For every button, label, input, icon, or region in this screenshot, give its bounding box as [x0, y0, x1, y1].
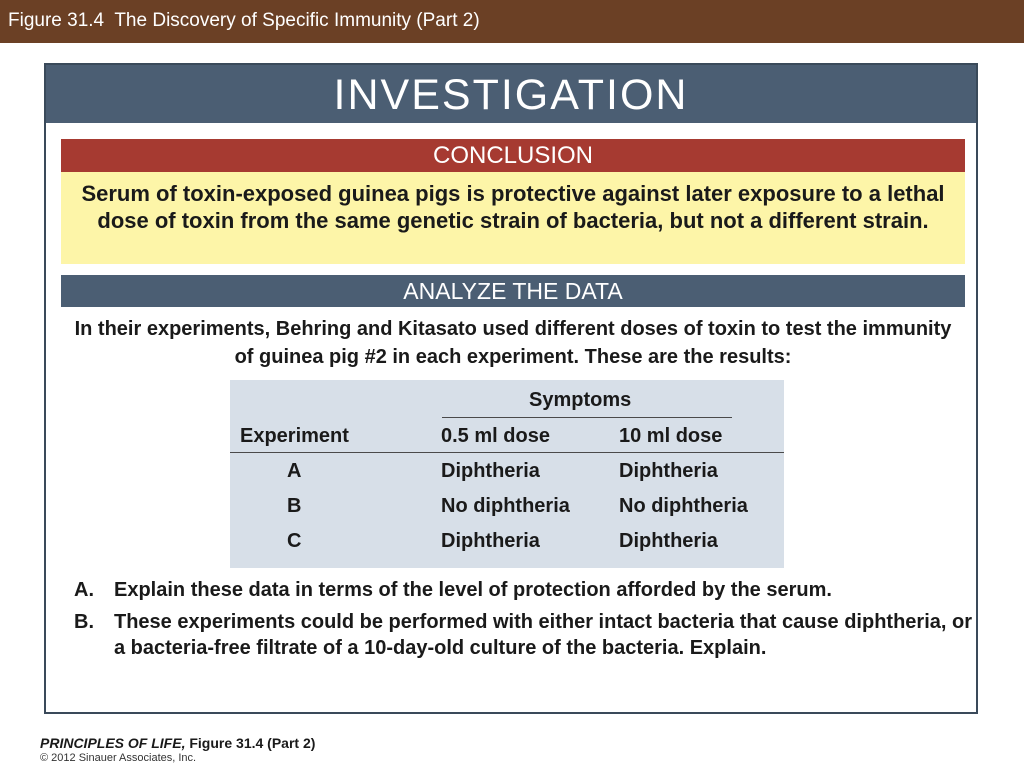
conclusion-text: Serum of toxin-exposed guinea pigs is protective against later exposure to a lethal dose of toxin from the same genetic strain of bacteria, but not a different strain. [81, 181, 945, 233]
symptoms-rule [442, 417, 732, 418]
investigation-title: INVESTIGATION [333, 71, 689, 119]
question-a [74, 577, 974, 603]
conclusion-title: CONCLUSION [432, 142, 594, 169]
footer-figure-ref: Figure 31.4 (Part 2) [185, 735, 316, 751]
row-a-experiment: A [287, 460, 302, 482]
row-b-dose-10: No diphtheria [619, 495, 748, 517]
conclusion-box [61, 172, 965, 264]
row-c-dose-05: Diphtheria [441, 530, 540, 552]
footer-book-title: PRINCIPLES OF LIFE, [40, 735, 186, 751]
question-b [74, 609, 974, 661]
row-c-dose-10: Diphtheria [619, 530, 718, 552]
symptoms-group-header: Symptoms [529, 389, 632, 411]
results-table [230, 380, 784, 568]
row-b-experiment: B [287, 495, 302, 517]
question-b-text: These experiments could be performed with either intact bacteria that cause diphtheria, or a bacteria-free filtrate of a 10-day-old culture of the bacteria. Explain. [114, 611, 972, 659]
investigation-figure [44, 63, 978, 714]
slide-title-bar [0, 0, 1024, 43]
question-list [74, 577, 974, 667]
row-a-dose-10: Diphtheria [619, 460, 718, 482]
investigation-header [46, 65, 976, 123]
conclusion-header [61, 139, 965, 172]
row-c-experiment: C [287, 530, 302, 552]
question-a-text: Explain these data in terms of the level of protection afforded by the serum. [114, 579, 832, 601]
slide-title: Figure 31.4 The Discovery of Specific Immunity (Part 2) [8, 10, 480, 31]
header-dose-05: 0.5 ml dose [441, 425, 550, 447]
footer-copyright: © 2012 Sinauer Associates, Inc. [40, 752, 197, 764]
header-experiment: Experiment [240, 425, 349, 447]
analyze-intro: In their experiments, Behring and Kitasato used different doses of toxin to test the immunity of guinea pig #2 in each experiment. These are the results: [74, 318, 952, 368]
footer-credit [40, 735, 315, 751]
analyze-header [61, 275, 965, 307]
row-b-dose-05: No diphtheria [441, 495, 570, 517]
question-a-letter: A. [74, 579, 94, 601]
header-dose-10: 10 ml dose [619, 425, 723, 447]
header-rule [230, 452, 784, 453]
row-a-dose-05: Diphtheria [441, 460, 540, 482]
analyze-title: ANALYZE THE DATA [403, 278, 623, 304]
question-b-letter: B. [74, 611, 94, 633]
